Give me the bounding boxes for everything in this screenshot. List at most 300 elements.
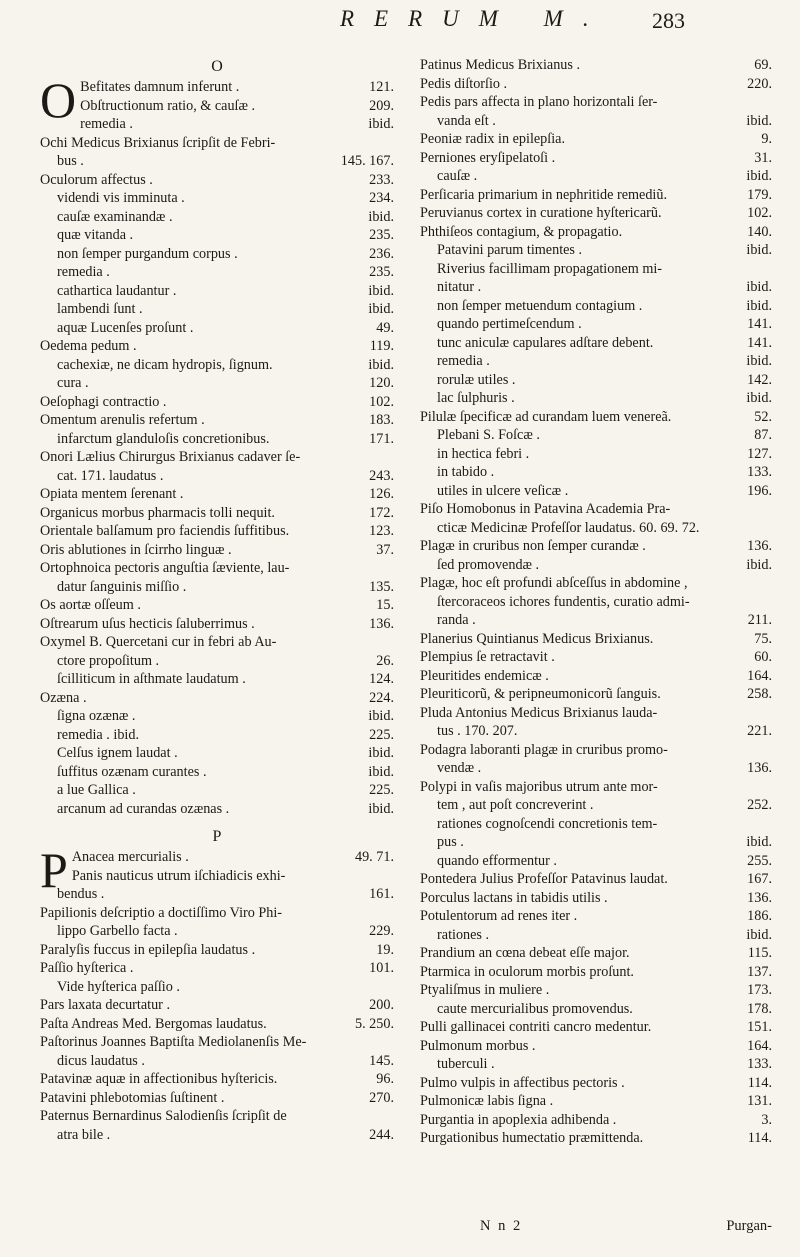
entry-page-ref: 229. — [369, 923, 394, 939]
index-entry — [40, 1107, 394, 1126]
entry-text: non ſemper purgandum corpus . — [57, 245, 238, 262]
index-entry — [40, 393, 394, 412]
index-entry — [420, 556, 772, 575]
index-entry — [40, 226, 394, 245]
index-entry — [420, 519, 772, 538]
index-entry — [420, 130, 772, 149]
index-entry — [40, 1089, 394, 1108]
index-entry — [40, 941, 394, 960]
entry-text: rationes cognoſcendi concretionis tem- — [437, 815, 658, 832]
index-entry — [420, 759, 772, 778]
entry-text: cauſæ . — [437, 168, 478, 184]
entry-page-ref: 178. — [747, 1000, 772, 1017]
index-entry — [420, 315, 772, 334]
entry-text: cura . — [57, 375, 89, 391]
entry-page-ref: 141. — [747, 334, 772, 351]
index-entry — [420, 630, 772, 649]
entry-text: cauſæ examinandæ . — [57, 208, 173, 225]
index-entry — [40, 578, 394, 597]
entry-page-ref: ibid. — [746, 353, 772, 369]
entry-text: Plagæ, hoc eſt profundi abſceſſus in abdomine , — [420, 575, 688, 591]
entry-text: Organicus morbus pharmacis tolli nequit. — [40, 504, 275, 521]
entry-text: quando pertimeſcendum . — [437, 316, 582, 332]
entry-text: Ochi Medicus Brixianus ſcripſit de Febri- — [40, 134, 276, 151]
entry-text: Planerius Quintianus Medicus Brixianus. — [420, 630, 654, 647]
entry-page-ref: ibid. — [368, 708, 394, 724]
index-entry — [40, 430, 394, 449]
entry-page-ref: 186. — [747, 908, 772, 924]
entry-text: Papilionis deſcriptio a doctiſſimo Viro Phi- — [40, 904, 283, 921]
entry-text: Patavinæ aquæ in affectionibus hyſtericis. — [40, 1071, 278, 1087]
index-entry — [40, 848, 394, 867]
entry-text: Pilulæ ſpecificæ ad curandam luem venereã. — [420, 408, 672, 425]
entry-text: ſtercoraceos ichores fundentis, curatio admi- — [437, 593, 690, 610]
entry-page-ref: 173. — [747, 982, 772, 998]
entry-text: Ozæna . — [40, 689, 87, 706]
entry-text: Paſſio hyſterica . — [40, 960, 134, 976]
index-entry — [40, 541, 394, 560]
index-entry — [420, 241, 772, 260]
entry-page-ref: ibid. — [746, 834, 772, 850]
entry-text: remedia . — [437, 353, 490, 369]
index-entry — [420, 93, 772, 112]
entry-text: Paſta Andreas Med. Bergomas laudatus. — [40, 1015, 267, 1032]
entry-text: videndi vis imminuta . — [57, 190, 185, 206]
entry-page-ref: 236. — [369, 245, 394, 262]
index-entry — [40, 152, 394, 171]
entry-page-ref: 133. — [747, 1056, 772, 1072]
index-entry — [420, 981, 772, 1000]
entry-text: Plebani S. Foſcæ . — [437, 427, 540, 443]
entry-text: arcanum ad curandas ozænas . — [57, 800, 230, 817]
entry-text: aquæ Lucenſes proſunt . — [57, 319, 194, 336]
index-entry — [420, 611, 772, 630]
entry-text: Pars laxata decurtatur . — [40, 997, 170, 1013]
index-entry — [40, 411, 394, 430]
section-o-entries — [40, 134, 394, 819]
entry-page-ref: ibid. — [368, 763, 394, 780]
index-entry — [420, 593, 772, 612]
index-entry — [420, 186, 772, 205]
entry-page-ref: 114. — [747, 1130, 772, 1146]
running-head: RERUM M. — [340, 6, 609, 31]
entry-page-ref: 136. — [747, 538, 772, 554]
index-entry — [40, 652, 394, 671]
index-entry — [40, 633, 394, 652]
index-entry — [40, 726, 394, 745]
entry-page-ref: 183. — [369, 412, 394, 428]
entry-page-ref: 126. — [369, 486, 394, 502]
entry-text: Omentum arenulis refertum . — [40, 412, 205, 428]
index-entry — [420, 574, 772, 593]
entry-page-ref: 270. — [369, 1089, 394, 1106]
index-entry — [420, 426, 772, 445]
entry-page-ref: 96. — [376, 1071, 394, 1087]
index-entry — [40, 115, 394, 134]
entry-text: datur ſanguinis miſſio . — [57, 578, 187, 595]
drop-cap-p: P — [40, 842, 68, 898]
index-entry — [40, 559, 394, 578]
entry-page-ref: 137. — [747, 963, 772, 980]
index-entry — [420, 907, 772, 926]
entry-page-ref: ibid. — [368, 116, 394, 132]
entry-text: lambendi ſunt . — [57, 301, 143, 317]
entry-text: Phthiſeos contagium, & propagatio. — [420, 223, 623, 240]
entry-text: Anacea mercurialis . — [71, 849, 189, 865]
entry-text: a lue Gallica . — [57, 782, 136, 798]
index-entry — [420, 889, 772, 908]
entry-page-ref: ibid. — [746, 297, 772, 314]
index-entry — [420, 1111, 772, 1130]
right-column — [420, 56, 772, 1148]
entry-text: Pleuritides endemicæ . — [420, 667, 549, 684]
index-entry — [40, 134, 394, 153]
entry-text: Plagæ in cruribus non ſemper curandæ . — [420, 538, 646, 554]
entry-text: nitatur . — [437, 279, 482, 295]
index-entry — [420, 1037, 772, 1056]
entry-page-ref: 225. — [369, 782, 394, 798]
index-entry — [420, 741, 772, 760]
index-entry — [40, 904, 394, 923]
entry-text: Prandium an cœna debeat eſſe major. — [420, 945, 630, 961]
left-column — [40, 56, 394, 1144]
index-entry — [40, 670, 394, 689]
index-entry — [420, 445, 772, 464]
index-entry — [40, 356, 394, 375]
index-entry — [420, 500, 772, 519]
index-entry — [40, 300, 394, 319]
entry-text: Vide hyſterica paſſio . — [57, 978, 180, 995]
entry-page-ref: ibid. — [746, 556, 772, 573]
entry-text: Pontedera Julius Profeſſor Patavinus laudat. — [420, 871, 668, 887]
entry-text: Obſtructionum ratio, & cauſæ . — [80, 97, 256, 114]
index-entry — [40, 374, 394, 393]
index-entry — [420, 278, 772, 297]
entry-page-ref: 224. — [369, 689, 394, 706]
index-entry — [420, 463, 772, 482]
entry-text: Patavini phlebotomias ſuſtinent . — [40, 1089, 225, 1106]
entry-text: Pleuriticorũ, & peripneumonicorũ ſanguis. — [420, 686, 661, 702]
index-entry — [420, 722, 772, 741]
entry-page-ref: 196. — [747, 482, 772, 499]
index-entry — [420, 685, 772, 704]
entry-text: Oxymel B. Quercetani cur in febri ab Au- — [40, 634, 277, 650]
index-entry — [420, 833, 772, 852]
page-footer — [420, 1218, 772, 1238]
entry-page-ref: 161. — [369, 886, 394, 902]
entry-text: Os aortæ oſſeum . — [40, 597, 141, 613]
entry-text: in hectica febri . — [437, 445, 530, 462]
entry-page-ref: 252. — [747, 797, 772, 813]
index-entry — [40, 1033, 394, 1052]
entry-text: remedia . — [57, 264, 110, 280]
entry-text: Potulentorum ad renes iter . — [420, 908, 578, 924]
entry-text: Riverius facillimam propagationem mi- — [437, 260, 663, 277]
page-header — [0, 6, 800, 46]
index-entry — [40, 689, 394, 708]
entry-page-ref: 115. — [747, 945, 772, 961]
entry-text: Purgantia in apoplexia adhibenda . — [420, 1111, 617, 1128]
index-entry — [420, 56, 772, 75]
index-entry — [420, 371, 772, 390]
index-entry — [40, 97, 394, 116]
entry-text: non ſemper metuendum contagium . — [437, 297, 643, 314]
entry-text: rationes . — [437, 926, 490, 943]
entry-text: remedia . — [80, 116, 133, 132]
entry-text: Ortophnoica pectoris anguſtia ſæviente, lau- — [40, 560, 290, 576]
section-o-lead — [40, 72, 394, 134]
entry-text: lippo Garbello facta . — [57, 923, 178, 939]
section-letter-o: O — [211, 58, 223, 75]
entry-text: Orientale balſamum pro faciendis ſuffitibus. — [40, 523, 290, 539]
entry-page-ref: 15. — [376, 597, 394, 613]
entry-page-ref: 135. — [369, 578, 394, 595]
entry-text: Plempius ſe retractavit . — [420, 649, 555, 665]
entry-text: tus . 170. 207. — [437, 723, 518, 739]
index-entry — [420, 926, 772, 945]
entry-page-ref: 235. — [369, 227, 394, 243]
index-entry — [420, 1055, 772, 1074]
index-entry — [420, 408, 772, 427]
index-entry — [40, 959, 394, 978]
index-entry — [40, 282, 394, 301]
entry-page-ref: 141. — [747, 316, 772, 332]
entry-page-ref: 37. — [376, 541, 394, 558]
entry-text: vendæ . — [437, 760, 482, 776]
entry-text: remedia . ibid. — [57, 726, 139, 743]
entry-text: Paſtorinus Joannes Baptiſta Mediolanenſis Me- — [40, 1034, 307, 1050]
entry-text: tem , aut poſt concreverint . — [437, 797, 594, 813]
section-p-entries — [40, 885, 394, 1144]
index-entry — [420, 870, 772, 889]
entry-text: Peruvianus cortex in curatione hyſtericarũ. — [420, 205, 662, 221]
entry-text: vanda eſt . — [437, 112, 496, 129]
signature-mark: N n 2 — [480, 1218, 523, 1234]
index-entry — [420, 667, 772, 686]
index-entry — [40, 337, 394, 356]
entry-page-ref: 124. — [369, 671, 394, 687]
entry-page-ref: 101. — [369, 960, 394, 976]
entry-page-ref: ibid. — [746, 390, 772, 406]
entry-page-ref: ibid. — [746, 926, 772, 943]
catchword: Purgan- — [726, 1218, 772, 1234]
entry-page-ref: 233. — [369, 171, 394, 188]
entry-text: Purgationibus humectatio præmittenda. — [420, 1130, 644, 1146]
entry-page-ref: 127. — [747, 445, 772, 462]
entry-text: Befitates damnum inferunt . — [80, 79, 240, 95]
entry-page-ref: 220. — [747, 75, 772, 92]
entry-page-ref: 133. — [747, 464, 772, 480]
index-entry — [40, 485, 394, 504]
entry-text: quando efformentur . — [437, 852, 557, 869]
entry-text: lac ſulphuris . — [437, 390, 515, 406]
entry-page-ref: 5. 250. — [354, 1015, 394, 1032]
index-entry — [40, 208, 394, 227]
entry-text: Oculorum affectus . — [40, 171, 153, 188]
entry-text: utiles in ulcere veſicæ . — [437, 482, 569, 499]
entry-page-ref: 60. — [754, 649, 772, 665]
index-entry — [40, 1052, 394, 1071]
entry-text: ſed promovendæ . — [437, 556, 540, 573]
entry-text: Pulmo vulpis in affectibus pectoris . — [420, 1074, 625, 1091]
entry-page-ref: 243. — [369, 467, 394, 484]
index-entry — [40, 707, 394, 726]
entry-page-ref: ibid. — [368, 800, 394, 817]
entry-page-ref: 167. — [747, 871, 772, 887]
index-entry — [420, 1092, 772, 1111]
entry-page-ref: ibid. — [368, 282, 394, 299]
index-entry — [40, 615, 394, 634]
entry-text: bus . — [57, 153, 84, 169]
entry-page-ref: 140. — [747, 223, 772, 240]
entry-text: ſcilliticum in aſthmate laudatum . — [57, 671, 246, 687]
entry-page-ref: 179. — [747, 186, 772, 203]
entry-text: Pedis diſtorſio . — [420, 75, 508, 92]
entry-text: dicus laudatus . — [57, 1052, 145, 1069]
index-entry — [40, 885, 394, 904]
index-entry — [420, 1018, 772, 1037]
entry-page-ref: ibid. — [746, 112, 772, 129]
index-entry — [40, 78, 394, 97]
entry-text: Paralyſis fuccus in epilepſia laudatus . — [40, 941, 256, 958]
entry-text: cathartica laudantur . — [57, 282, 177, 299]
entry-text: Oris ablutiones in ſcirrho linguæ . — [40, 541, 232, 558]
index-entry — [420, 796, 772, 815]
entry-page-ref: 244. — [369, 1126, 394, 1143]
index-entry — [40, 922, 394, 941]
entry-page-ref: 102. — [747, 205, 772, 221]
index-entry — [420, 944, 772, 963]
entry-page-ref: 258. — [747, 686, 772, 702]
index-entry — [40, 867, 394, 886]
entry-page-ref: 114. — [747, 1074, 772, 1091]
index-entry — [420, 204, 772, 223]
entry-page-ref: 75. — [754, 630, 772, 647]
entry-page-ref: ibid. — [368, 745, 394, 761]
index-entry — [420, 648, 772, 667]
index-entry — [420, 852, 772, 871]
entry-page-ref: 123. — [369, 523, 394, 539]
entry-page-ref: 3. — [761, 1111, 772, 1128]
entry-page-ref: ibid. — [746, 279, 772, 295]
entry-page-ref: 142. — [747, 371, 772, 388]
entry-page-ref: ibid. — [368, 301, 394, 317]
entry-text: Porculus lactans in tabidis utilis . — [420, 889, 608, 906]
index-entry — [420, 260, 772, 279]
index-entry — [40, 189, 394, 208]
entry-text: Patavini parum timentes . — [437, 242, 583, 258]
index-entry — [420, 963, 772, 982]
index-entry — [40, 996, 394, 1015]
entry-page-ref: 9. — [761, 131, 772, 147]
entry-text: cticæ Medicinæ Profeſſor laudatus. 60. 69. 72. — [437, 519, 700, 536]
index-entry — [420, 778, 772, 797]
entry-page-ref: 52. — [754, 408, 772, 425]
index-entry — [420, 149, 772, 168]
entry-page-ref: 119. — [369, 338, 394, 354]
entry-page-ref: 19. — [376, 941, 394, 958]
entry-page-ref: 121. — [369, 79, 394, 95]
entry-page-ref: 102. — [369, 393, 394, 410]
entry-text: ſigna ozænæ . — [57, 708, 136, 724]
index-entry — [40, 319, 394, 338]
index-entry — [420, 223, 772, 242]
entry-text: cachexiæ, ne dicam hydropis, ſignum. — [57, 356, 273, 373]
entry-text: cat. 171. laudatus . — [57, 467, 164, 484]
entry-page-ref: 131. — [747, 1093, 772, 1109]
entry-page-ref: 26. — [376, 652, 394, 669]
index-entry — [40, 245, 394, 264]
entry-text: Peoniæ radix in epilepſia. — [420, 131, 565, 147]
index-entry — [40, 763, 394, 782]
entry-text: Pulmonum morbus . — [420, 1037, 536, 1054]
entry-text: atra bile . — [57, 1126, 111, 1143]
entry-page-ref: 225. — [369, 726, 394, 743]
entry-page-ref: 211. — [747, 612, 772, 628]
entry-text: Perſicaria primarium in nephritide remediũ. — [420, 186, 668, 203]
entry-text: ſuffitus ozænam curantes . — [57, 763, 207, 780]
entry-page-ref: 136. — [747, 889, 772, 906]
entry-page-ref: 234. — [369, 190, 394, 206]
entry-text: randa . — [437, 612, 476, 628]
entry-page-ref: 120. — [369, 375, 394, 391]
index-entry — [40, 1126, 394, 1145]
index-entry — [40, 1015, 394, 1034]
entry-text: infarctum glanduloſis concretionibus. — [57, 430, 270, 447]
entry-page-ref: 235. — [369, 264, 394, 280]
entry-page-ref: 136. — [369, 615, 394, 632]
entry-text: Panis nauticus utrum iſchiadicis exhi- — [71, 867, 286, 884]
entry-page-ref: 221. — [747, 723, 772, 739]
entry-page-ref: 145. — [369, 1052, 394, 1069]
entry-page-ref: 151. — [747, 1019, 772, 1035]
entry-page-ref: 172. — [369, 504, 394, 521]
entry-text: Piſo Homobonus in Patavina Academia Pra- — [420, 501, 671, 517]
entry-text: Oeſophagi contractio . — [40, 393, 167, 410]
entry-text: Onori Lælius Chirurgus Brixianus cadaver ſe- — [40, 449, 301, 465]
entry-text: Celſus ignem laudat . — [57, 745, 178, 761]
index-entry — [420, 75, 772, 94]
entry-page-ref: 69. — [754, 57, 772, 73]
index-entry — [420, 537, 772, 556]
section-letter-p: P — [212, 828, 222, 845]
entry-page-ref: 171. — [369, 430, 394, 447]
entry-text: Pedis pars affecta in plano horizontali ſer- — [420, 94, 658, 110]
entry-page-ref: 49. — [376, 319, 394, 336]
entry-text: caute mercurialibus promovendus. — [437, 1000, 633, 1017]
index-entry — [420, 297, 772, 316]
entry-text: Pluda Antonius Medicus Brixianus lauda- — [420, 704, 658, 721]
index-entry — [40, 781, 394, 800]
entry-text: tunc aniculæ capulares adſtare debent. — [437, 334, 654, 351]
index-entry — [420, 389, 772, 408]
index-entry — [40, 596, 394, 615]
index-entry — [40, 467, 394, 486]
index-entry — [40, 504, 394, 523]
index-entry — [40, 263, 394, 282]
index-entry — [420, 352, 772, 371]
entry-text: Ptyaliſmus in muliere . — [420, 982, 550, 998]
entry-text: Oedema pedum . — [40, 338, 137, 354]
index-entry — [40, 800, 394, 819]
entry-text: Oſtrearum uſus hecticis ſaluberrimus . — [40, 615, 255, 632]
entry-text: Pulli gallinacei contriti cancro medentur. — [420, 1019, 652, 1035]
entry-text: tuberculi . — [437, 1056, 495, 1072]
entry-text: Polypi in vaſis majoribus utrum ante mor- — [420, 778, 658, 795]
entry-page-ref: 87. — [754, 427, 772, 443]
entry-page-ref: ibid. — [368, 356, 394, 373]
index-entry — [40, 744, 394, 763]
